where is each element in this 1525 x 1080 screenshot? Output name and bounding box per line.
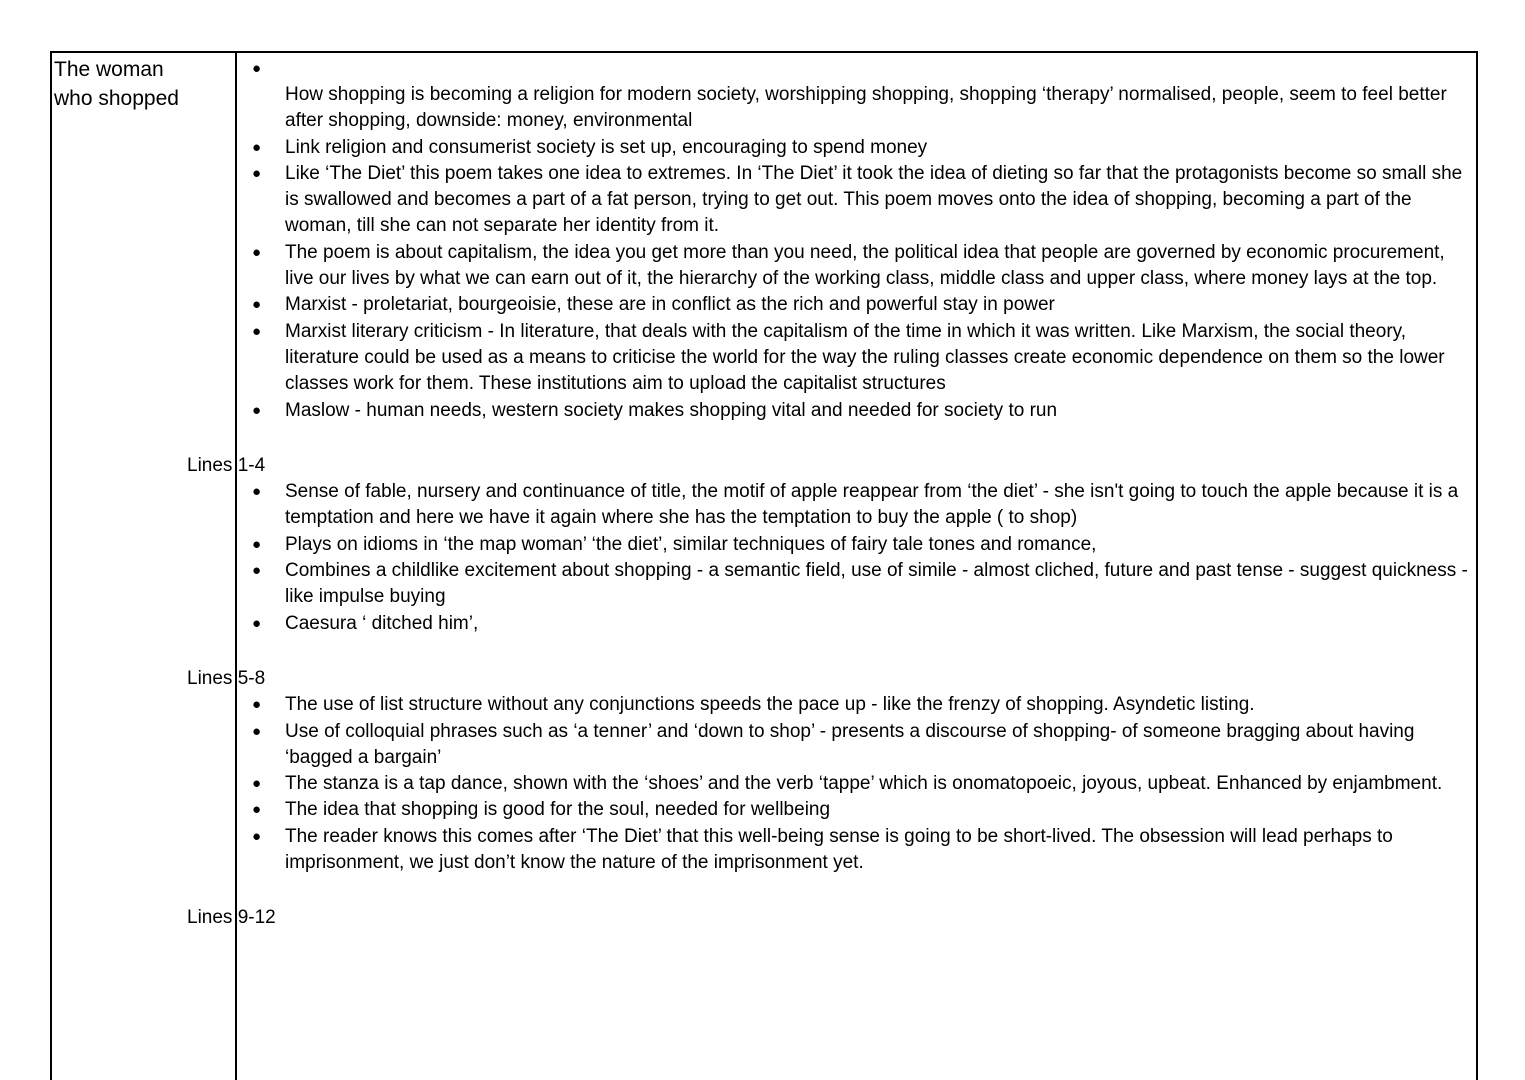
bullet-icon: ● <box>252 401 262 419</box>
notes-table <box>50 51 1478 1080</box>
list-item <box>187 56 1477 82</box>
bullet-icon: ● <box>252 60 262 77</box>
list-item: ● Marxist - proletariat, bourgeoisie, these are in conflict as the rich and powerful stay in power <box>187 292 1477 318</box>
intro-bullet-list <box>187 56 1477 424</box>
list-item: How shopping is becoming a religion for modern society, worshipping shopping, shopping ‘therapy’ normalised, people, seem to feel better after shopping, downside: money, environmental <box>285 84 1447 132</box>
section-bullet-list <box>187 692 1477 876</box>
bullet-icon: ● <box>252 535 262 553</box>
bullet-icon: ● <box>252 562 262 580</box>
poem-title: The woman who shopped <box>54 58 179 110</box>
list-item: ● Link religion and consumerist society is set up, encouraging to spend money <box>187 135 1477 161</box>
list-item: ● The poem is about capitalism, the idea you get more than you need, the political idea that people are governed by economic procurement, live our lives by what we can earn out of it, the hierarchy of the working class, middle class and upper class, where money lays at the top. <box>252 241 1445 290</box>
bullet-icon: ● <box>252 722 262 740</box>
list-item: ● The use of list structure without any conjunctions speeds the pace up - like the frenzy of shopping. Asyndetic listing. <box>187 692 1477 718</box>
spacer <box>187 637 1477 666</box>
spacer <box>187 876 1477 905</box>
list-item: ● Plays on idioms in ‘the map woman’ ‘the diet’, similar techniques of fairy tale tones and romance, <box>187 532 1477 558</box>
section-heading: Lines 1-4 <box>187 454 266 476</box>
list-item: ● Caesura ‘ ditched him’, <box>187 611 1477 637</box>
bullet-icon: ● <box>252 138 262 156</box>
list-item: ● Combines a childlike excitement about shopping - a semantic field, use of simile - almost cliched, future and past tense - suggest quickness - like impulse buying <box>252 560 1468 608</box>
list-item: ● The reader knows this comes after ‘The Diet’ that this well-being sense is going to be short-lived. The obsession will lead perhaps to imprisonment, we just don’t know the nature of the imprisonment yet. <box>252 825 1393 874</box>
list-item: ● Sense of fable, nursery and continuance of title, the motif of apple reappear from ‘the diet’ - she isn't going to touch the apple because it is a temptation and here we have it again where she has the temptation to buy the apple ( to shop) <box>252 481 1459 529</box>
bullet-icon: ● <box>252 483 262 501</box>
bullet-icon: ● <box>252 296 262 314</box>
bullet-icon: ● <box>252 243 262 261</box>
section-heading: Lines 5-8 <box>187 667 266 689</box>
list-item: ● The stanza is a tap dance, shown with the ‘shoes’ and the verb ‘tappe’ which is onomatopoeic, joyous, upbeat. Enhanced by enjambment. <box>187 771 1477 797</box>
list-item: ● Use of colloquial phrases such as ‘a tenner’ and ‘down to shop’ - presents a discourse of shopping- of someone bragging about having ‘bagged a bargain’ <box>252 720 1415 768</box>
bullet-icon: ● <box>252 614 262 632</box>
list-item: ● The idea that shopping is good for the soul, needed for wellbeing <box>187 797 1477 823</box>
notes-content <box>187 53 1477 932</box>
bullet-icon: ● <box>252 164 262 182</box>
section-heading: Lines 9-12 <box>187 907 276 929</box>
section-bullet-list <box>187 479 1477 637</box>
list-item: ● Maslow - human needs, western society makes shopping vital and needed for society to run <box>187 398 1477 424</box>
bullet-icon: ● <box>252 827 262 845</box>
bullet-icon: ● <box>252 775 262 793</box>
bullet-icon: ● <box>252 696 262 714</box>
list-item: ● Like ‘The Diet’ this poem takes one idea to extremes. In ‘The Diet’ it took the idea of dieting so far that the protagonists become so small she is swallowed and becomes a part of a fat person, trying to get out. This poem moves onto the idea of shopping, becoming a part of the woman, till she can not separate her identity from it. <box>252 162 1463 237</box>
bullet-icon: ● <box>252 801 262 819</box>
bullet-icon: ● <box>252 322 262 340</box>
list-item: ● Marxist literary criticism - In literature, that deals with the capitalism of the time in which it was written. Like Marxism, the social theory, literature could be used as a means to criticise the world for the way the ruling classes create economic dependence on them so the lower classes work for them. These institutions aim to upload the capitalist structures <box>252 320 1445 395</box>
spacer <box>187 424 1477 453</box>
